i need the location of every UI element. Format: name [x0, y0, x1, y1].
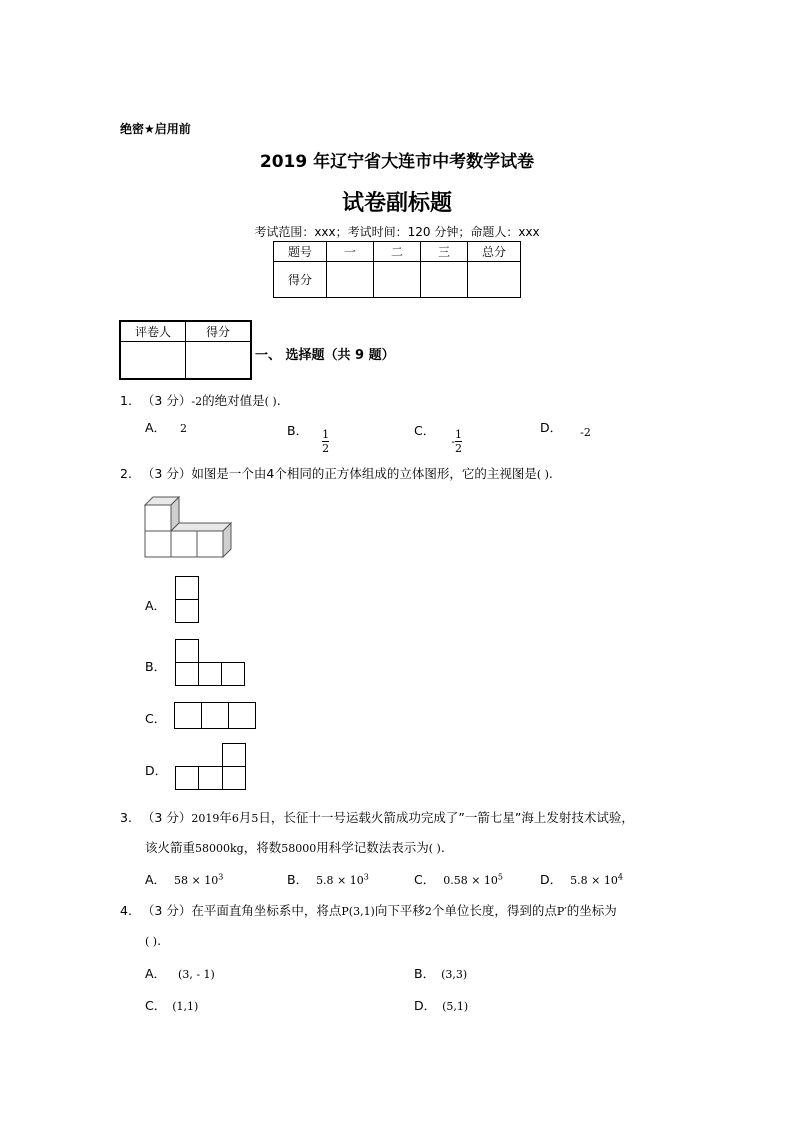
question-number: 3.: [120, 810, 132, 825]
power-base: 5.8 × 10: [316, 874, 364, 887]
score-cell[interactable]: [421, 262, 468, 298]
grader-cell[interactable]: [120, 341, 186, 379]
option-b[interactable]: [414, 964, 467, 982]
option-c-figure[interactable]: [174, 702, 256, 730]
option-label: A．: [145, 598, 167, 613]
section-title: 一、 选择题（共 9 题）: [255, 348, 395, 363]
option-label: C．: [145, 998, 167, 1013]
math-number: 5: [251, 812, 259, 825]
option-label: D．: [540, 420, 563, 435]
option-value: [443, 874, 503, 887]
option-d[interactable]: [540, 870, 623, 888]
question-text: 的绝对值是: [202, 393, 265, 408]
option-value: (5,1): [442, 1000, 469, 1013]
answer-blank: ( ): [428, 842, 441, 855]
question-4-line-2: [145, 933, 161, 948]
question-end: .: [157, 933, 162, 948]
option-label: C．: [414, 872, 436, 887]
option-d[interactable]: [414, 996, 468, 1014]
score-cell[interactable]: [468, 262, 521, 298]
option-b-figure[interactable]: [175, 639, 245, 687]
fraction-numerator: 1: [454, 428, 462, 441]
power-exponent: 5: [497, 872, 504, 882]
grader-cell[interactable]: [186, 341, 252, 379]
solid-figure: [145, 497, 237, 559]
option-value: [316, 874, 369, 887]
exam-info: 考试范围：xxx；考试时间：120 分钟；命题人：xxx: [254, 225, 540, 239]
question-text: 该火箭重: [145, 840, 196, 855]
option-value: (3,3): [441, 968, 468, 981]
cube-front-face: [145, 531, 171, 557]
math-number: 58000: [281, 842, 317, 855]
option-label: A．: [145, 420, 167, 435]
power-base: 0.58 × 10: [443, 874, 498, 887]
fraction-numerator: 1: [322, 428, 330, 441]
option-a[interactable]: [145, 418, 187, 436]
score-header-cell: 总分: [468, 242, 521, 262]
option-value: 2: [180, 422, 188, 435]
question-2: [120, 464, 553, 482]
score-header-cell: 三: [421, 242, 468, 262]
question-3: [120, 808, 634, 826]
option-d-figure[interactable]: [175, 743, 247, 791]
exam-title: 2019 年辽宁省大连市中考数学试卷: [259, 152, 535, 172]
question-points: （3 分）: [141, 466, 192, 481]
question-text: 日，长征十一号运载火箭成功完成了”一箭七星”海上发射技术试验，: [258, 810, 634, 825]
fraction: [322, 428, 329, 455]
score-cell[interactable]: [327, 262, 374, 298]
option-label: B．: [287, 872, 309, 887]
power-base: 58 × 10: [174, 874, 219, 887]
option-a[interactable]: [145, 870, 223, 888]
cube-front-face: [171, 531, 197, 557]
option-d[interactable]: [145, 761, 167, 779]
cube-front-face: [145, 505, 171, 531]
power-exponent: 3: [218, 872, 224, 882]
option-d[interactable]: [540, 418, 591, 439]
option-b[interactable]: [287, 870, 369, 888]
question-points: （3 分）: [141, 903, 192, 918]
question-text: 年: [219, 810, 232, 825]
question-end: .: [276, 393, 281, 408]
question-text: 向下平移: [374, 903, 425, 918]
question-3-line-2: [145, 838, 445, 856]
question-text: ，将数: [243, 840, 282, 855]
cube-front-face: [197, 531, 223, 557]
math-number: 2: [424, 905, 432, 918]
option-a[interactable]: [145, 964, 215, 982]
exam-subtitle: 试卷副标题: [341, 191, 452, 216]
question-text: 在平面直角坐标系中，将点: [191, 903, 342, 918]
question-end: .: [440, 840, 445, 855]
math-number: 2019: [191, 812, 220, 825]
power-exponent: 4: [617, 872, 623, 882]
confidential-mark: 绝密★启用前: [120, 122, 191, 136]
option-label: D．: [145, 763, 168, 778]
option-label: D．: [540, 872, 563, 887]
answer-blank: ( ): [264, 395, 277, 408]
question-points: （3 分）: [141, 393, 192, 408]
option-value: -2: [580, 426, 591, 439]
option-value: (1,1): [172, 1000, 199, 1013]
question-1: [120, 391, 281, 409]
math-number: 58000kg: [195, 842, 244, 855]
math-expression: -2: [191, 395, 203, 408]
math-point: P′: [556, 905, 567, 918]
option-a-figure[interactable]: [175, 576, 199, 624]
power-exponent: 3: [363, 872, 369, 882]
question-number: 4.: [120, 903, 132, 918]
option-value: [570, 874, 623, 887]
question-text: 月: [238, 810, 252, 825]
option-b[interactable]: [287, 418, 330, 455]
question-number: 1.: [120, 393, 132, 408]
option-c[interactable]: [145, 996, 198, 1014]
option-label: B．: [414, 966, 436, 981]
option-b[interactable]: [145, 657, 166, 675]
score-header-cell: 题号: [274, 242, 327, 262]
answer-blank: ( ): [536, 468, 549, 481]
fraction-sign: -: [451, 435, 455, 448]
option-c[interactable]: [414, 418, 462, 455]
answer-blank: ( ): [145, 935, 158, 948]
question-text: 用科学记数法表示为: [316, 840, 429, 855]
fraction-denominator: 2: [322, 442, 330, 455]
option-a[interactable]: [145, 596, 166, 614]
grader-header-cell: 评卷人: [120, 321, 186, 341]
option-value: [174, 874, 223, 887]
option-label: C．: [414, 423, 436, 438]
option-label: B．: [287, 423, 309, 438]
math-point: P(3,1): [341, 905, 375, 918]
question-number: 2.: [120, 466, 132, 481]
option-label: C．: [145, 711, 167, 726]
score-header-cell: 二: [374, 242, 421, 262]
math-number: 6: [231, 812, 239, 825]
score-row-label: 得分: [274, 262, 327, 298]
grader-header-cell: 得分: [186, 321, 252, 341]
grader-table: [119, 320, 252, 380]
score-table: [273, 241, 521, 298]
fraction-denominator: 2: [454, 442, 462, 455]
question-text: 个单位长度，得到的点: [431, 903, 557, 918]
question-text: 如图是一个由4个相同的正方体组成的立体图形，它的主视图是: [191, 466, 537, 481]
option-c[interactable]: [414, 870, 503, 888]
question-text: 的坐标为: [566, 903, 617, 918]
option-label: D．: [414, 998, 437, 1013]
question-4: [120, 901, 617, 919]
option-label: A．: [145, 966, 167, 981]
option-label: A．: [145, 872, 167, 887]
option-label: B．: [145, 659, 167, 674]
score-cell[interactable]: [374, 262, 421, 298]
option-value: (3, - 1): [178, 968, 215, 981]
fraction: [455, 428, 462, 455]
question-end: .: [548, 466, 553, 481]
power-base: 5.8 × 10: [570, 874, 618, 887]
cube-top-face: [171, 523, 231, 531]
option-c[interactable]: [145, 709, 166, 727]
score-header-cell: 一: [327, 242, 374, 262]
question-points: （3 分）: [141, 810, 192, 825]
